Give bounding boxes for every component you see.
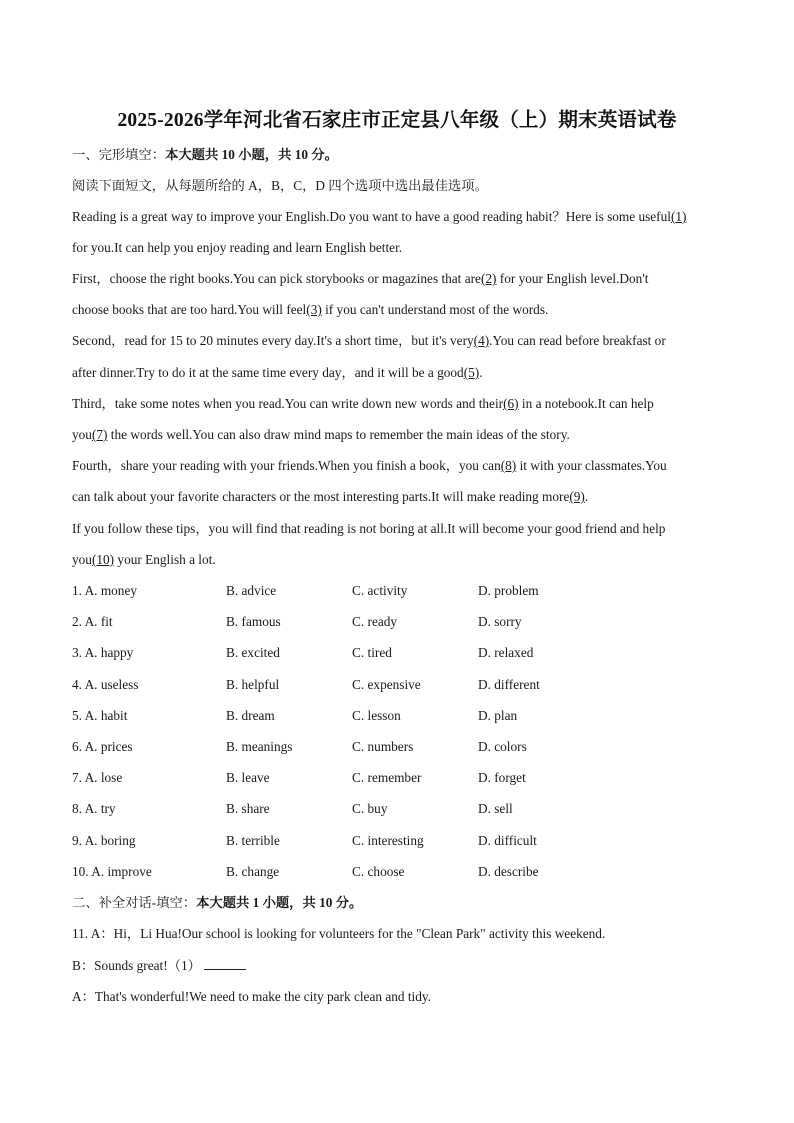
passage-tail: for your English level.Don't — [496, 271, 649, 286]
passage-blank: (4) — [473, 333, 490, 348]
option-b: B. dream — [226, 708, 275, 723]
passage-blank: (1) — [670, 209, 687, 224]
passage-tail: the words well.You can also draw mind maps to remember the main ideas of the story. — [107, 427, 570, 442]
passage-line — [72, 488, 588, 506]
option-d: D. different — [478, 677, 540, 692]
passage-text: for you.It can help you enjoy reading and learn English better. — [72, 240, 403, 255]
option-b: B. leave — [226, 770, 270, 785]
passage-text: Fourth，share your reading with your friends.When you finish a book，you can — [72, 458, 501, 473]
passage-line — [72, 332, 666, 350]
page-title: 2025-2026学年河北省石家庄市正定县八年级（上）期末英语试卷 — [117, 110, 677, 131]
passage-text: can talk about your favorite characters or the most interesting parts.It will make reading more — [72, 489, 570, 504]
option-d: D. colors — [478, 739, 527, 754]
option-a: 4. A. useless — [72, 677, 139, 692]
passage-tail: . — [584, 489, 589, 504]
option-a: 8. A. try — [72, 801, 116, 816]
option-d: D. problem — [478, 583, 539, 598]
option-d: D. relaxed — [478, 645, 534, 660]
option-c: C. remember — [352, 770, 422, 785]
passage-blank: (5) — [463, 365, 480, 380]
passage-text: Reading is a great way to improve your English.Do you want to have a good reading habit？Here is some useful — [72, 209, 671, 224]
passage-line — [72, 239, 402, 257]
answer-blank[interactable] — [204, 957, 246, 970]
passage-text: choose books that are too hard.You will feel — [72, 302, 307, 317]
dialogue-line: 11. A：Hi，Li Hua!Our school is looking for volunteers for the "Clean Park" activity this weekend. — [72, 926, 606, 941]
passage-line — [72, 208, 686, 226]
section-2-prefix: 二、补全对话-填空： — [72, 895, 197, 910]
option-d: D. describe — [478, 864, 539, 879]
option-a: 1. A. money — [72, 583, 138, 598]
option-c: C. interesting — [352, 833, 424, 848]
passage-tail: in a notebook.It can help — [518, 396, 654, 411]
passage-blank: (7) — [91, 427, 108, 442]
passage-text: after dinner.Try to do it at the same time every day，and it will be a good — [72, 365, 464, 380]
section-2-bold: 本大题共 1 小题，共 10 分。 — [196, 895, 363, 910]
passage-text: Third，take some notes when you read.You can write down new words and their — [72, 396, 504, 411]
option-b: B. share — [226, 801, 270, 816]
dialogue-line — [72, 957, 246, 975]
option-b: B. terrible — [226, 833, 280, 848]
section-1-prefix: 一、完形填空： — [72, 147, 166, 162]
passage-text: you — [72, 427, 92, 442]
passage-tail: it with your classmates.You — [516, 458, 667, 473]
passage-blank: (10) — [91, 552, 115, 567]
dialogue-text: B：Sounds great!（1） — [72, 958, 201, 973]
section-2-heading — [72, 894, 362, 912]
option-a: 6. A. prices — [72, 739, 133, 754]
passage-line — [72, 364, 483, 382]
passage-blank: (3) — [306, 302, 322, 317]
option-c: C. lesson — [352, 708, 401, 723]
option-d: D. sell — [478, 801, 513, 816]
option-c: C. numbers — [352, 739, 414, 754]
option-b: B. helpful — [226, 677, 280, 692]
passage-line — [72, 426, 570, 444]
passage-text: you — [72, 552, 92, 567]
option-c: C. buy — [352, 801, 388, 816]
passage-blank: (9) — [569, 489, 585, 504]
passage-line — [72, 520, 665, 538]
option-a: 10. A. improve — [72, 864, 152, 879]
passage-blank: (6) — [503, 396, 519, 411]
option-a: 9. A. boring — [72, 833, 136, 848]
passage-line — [72, 270, 648, 288]
option-a: 7. A. lose — [72, 770, 123, 785]
option-b: B. advice — [226, 583, 277, 598]
option-d: D. forget — [478, 770, 526, 785]
option-a: 3. A. happy — [72, 645, 134, 660]
option-c: C. activity — [352, 583, 408, 598]
passage-tail: .You can read before breakfast or — [489, 333, 666, 348]
passage-line — [72, 551, 216, 569]
passage-line — [72, 301, 548, 319]
dialogue-line: A：That's wonderful!We need to make the city park clean and tidy. — [72, 989, 431, 1004]
option-c: C. expensive — [352, 677, 421, 692]
option-c: C. choose — [352, 864, 405, 879]
option-c: C. tired — [352, 645, 392, 660]
passage-line — [72, 457, 667, 475]
passage-text: First，choose the right books.You can pick storybooks or magazines that are — [72, 271, 481, 286]
option-b: B. change — [226, 864, 280, 879]
passage-line — [72, 395, 654, 413]
option-a: 5. A. habit — [72, 708, 128, 723]
option-d: D. plan — [478, 708, 518, 723]
option-c: C. ready — [352, 614, 398, 629]
passage-tail: . — [479, 365, 483, 380]
option-a: 2. A. fit — [72, 614, 113, 629]
section-1-instruction: 阅读下面短文，从每题所给的 A，B，C，D 四个选项中选出最佳选项。 — [72, 178, 488, 193]
passage-text: If you follow these tips，you will find that reading is not boring at all.It will become your good friend and help — [72, 521, 666, 536]
option-b: B. excited — [226, 645, 280, 660]
section-1-heading — [72, 146, 338, 164]
passage-blank: (2) — [480, 271, 497, 286]
passage-tail: your English a lot. — [114, 552, 216, 567]
option-b: B. meanings — [226, 739, 293, 754]
option-d: D. sorry — [478, 614, 522, 629]
passage-text: Second，read for 15 to 20 minutes every day.It's a short time，but it's very — [72, 333, 474, 348]
option-d: D. difficult — [478, 833, 537, 848]
section-1-bold: 本大题共 10 小题，共 10 分。 — [165, 147, 338, 162]
passage-tail: if you can't understand most of the words. — [321, 302, 549, 317]
passage-blank: (8) — [500, 458, 517, 473]
option-b: B. famous — [226, 614, 281, 629]
